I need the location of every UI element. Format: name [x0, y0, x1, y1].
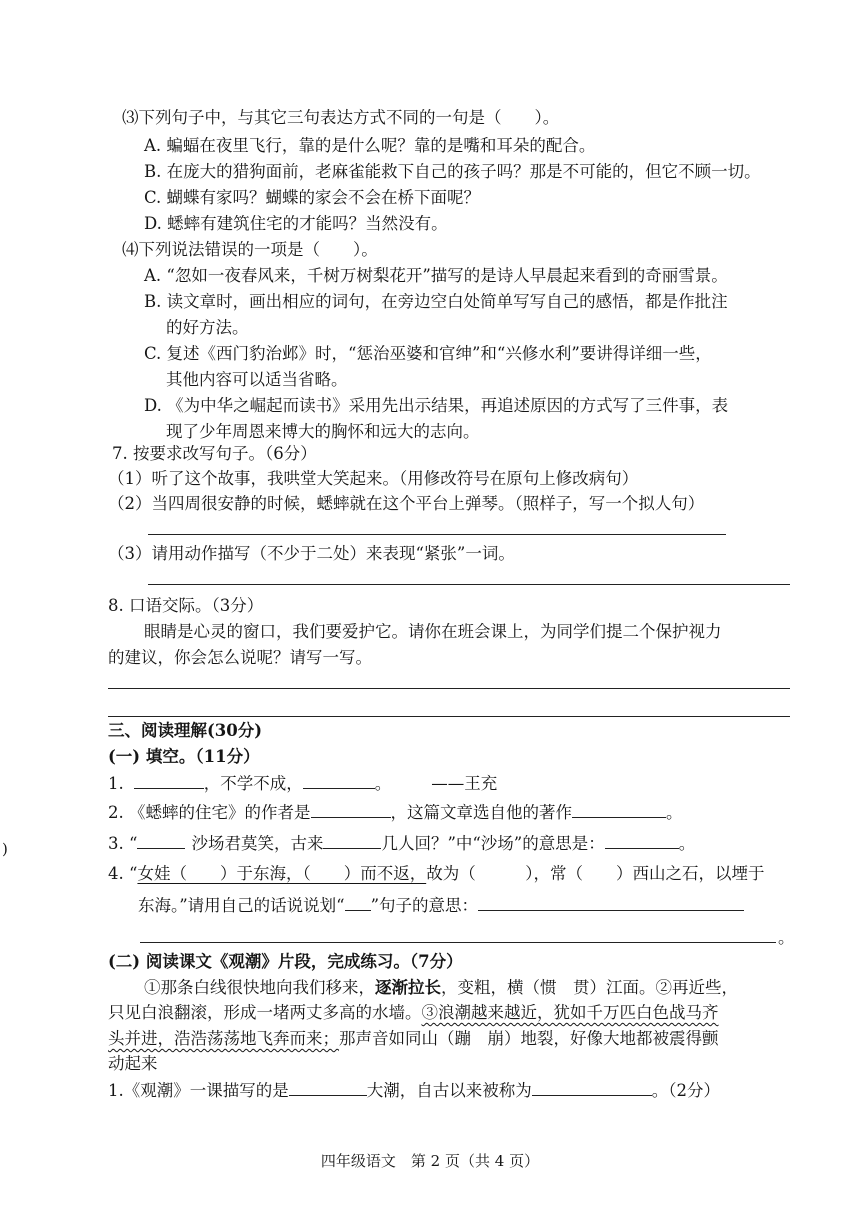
- q6-3-option-d: D. 蟋蟀有建筑住宅的才能吗？当然没有。: [144, 214, 448, 233]
- fill-blank-3c[interactable]: [605, 832, 679, 849]
- q8-text-line1: 眼睛是心灵的窗口，我们要爱护它。请你在班会课上，为同学们提二个保护视力: [144, 622, 722, 641]
- passage-p2b: ③浪潮越来越近，犹如千万匹白色战马齐: [421, 1003, 719, 1022]
- fill-item-4-a: 4. “: [108, 864, 138, 883]
- passage-line3: [108, 1027, 719, 1051]
- fill-item-1-end: 。: [374, 774, 392, 793]
- q6-4-option-d-cont: 现了少年周恩来博大的胸怀和远大的志向。: [166, 422, 480, 441]
- margin-mark: ): [2, 840, 8, 858]
- fill-item-2-c: 。: [666, 803, 683, 822]
- q8-title: 8. 口语交际。（3分）: [108, 596, 264, 615]
- q6-4-option-d: D. 《为中华之崛起而读书》采用先出示结果，再追述原因的方式写了三件事，表: [144, 396, 729, 415]
- fill-item-2-b: ，这篇文章选自他的著作: [390, 803, 572, 822]
- q6-3-option-b: B. 在庞大的猎狗面前，老麻雀能救下自己的孩子吗？那是不可能的，但它不顾一切。: [144, 162, 761, 181]
- fill-blank-3b[interactable]: [323, 832, 381, 849]
- q7-sub2: （2）当四周很安静的时候，蟋蟀就在这个平台上弹琴。（照样子，写一个拟人句）: [108, 494, 705, 513]
- fill-blank-4a[interactable]: [345, 894, 371, 911]
- q6-4-option-b-cont: 的好方法。: [166, 318, 249, 337]
- fill-item-4-line2: [138, 894, 744, 918]
- passage-line4: 动起来: [108, 1054, 158, 1073]
- q7-title: 7. 按要求改写句子。（6分）: [112, 444, 317, 463]
- q6-3-stem: ⑶下列句子中，与其它三句表达方式不同的一句是（ ）。: [122, 108, 560, 127]
- fill-item-4-c: 故为（ ），常（ ）西山之石，以堙于: [426, 864, 765, 883]
- passage-p3a: 头并进，浩浩荡荡地飞奔而来；: [108, 1029, 339, 1048]
- passage-p3b: 那声音如同山（蹦 崩）地裂，好像大地都被震得颤: [339, 1029, 719, 1048]
- q6-3-option-c: C. 蝴蝶有家吗？蝴蝶的家会不会在桥下面呢？: [144, 188, 481, 207]
- q6-4-stem: ⑷下列说法错误的一项是（ ）。: [122, 240, 378, 259]
- fill-item-3-a: 3. “: [108, 834, 138, 853]
- part1-title: (一) 填空。（11分）: [108, 747, 260, 766]
- part2-blank-2[interactable]: [532, 1079, 652, 1096]
- fill-item-1-sep: ，: [203, 774, 221, 793]
- passage-p1a: ①那条白线很快地向我们移来，: [144, 978, 375, 997]
- fill-item-1-mid: 不学不成，: [220, 774, 303, 793]
- passage-line1: [144, 976, 738, 1000]
- part2-question-1: [108, 1079, 720, 1103]
- fill-blank-3a[interactable]: [137, 832, 185, 849]
- passage-p1b: 逐渐拉长: [375, 978, 441, 997]
- fill-item-3-c: 几人回？”中“沙场”的意思是：: [381, 834, 605, 853]
- q8-text-line2: 的建议，你会怎么说呢？请写一写。: [108, 648, 372, 667]
- q8-answer-line-1[interactable]: [108, 688, 790, 689]
- fill-item-3: [108, 832, 695, 856]
- q8-answer-line-2[interactable]: [108, 716, 790, 717]
- page-footer: 四年级语文 第 2 页（共 4 页）: [320, 1152, 540, 1170]
- fill-item-4-line1: [108, 862, 764, 886]
- part2-blank-1[interactable]: [289, 1079, 367, 1096]
- q6-4-option-c-cont: 其他内容可以适当省略。: [166, 370, 348, 389]
- fill-item-4-underlined[interactable]: 女娃（ ）于东海，（ ）而不返，: [137, 864, 427, 883]
- part2-q1b: 大潮，自古以来被称为: [366, 1081, 532, 1100]
- q7-sub3: （3）请用动作描写（不少于二处）来表现“紧张”一词。: [108, 544, 515, 563]
- fill-blank-2b[interactable]: [572, 801, 666, 818]
- fill-item-3-d: 。: [678, 834, 696, 853]
- fill-blank-1b[interactable]: [303, 772, 375, 789]
- passage-p1c: ，变粗，横（惯 贯）江面。②再近些，: [441, 978, 738, 997]
- part2-q1c: 。（2分）: [651, 1081, 720, 1100]
- fill-item-4-e: ”句子的意思：: [370, 896, 479, 915]
- fill-item-3-b: 沙场君莫笑，古来: [191, 834, 324, 853]
- q7-sub2-answer-line[interactable]: [148, 534, 726, 535]
- fill-blank-2a[interactable]: [311, 801, 391, 818]
- q7-sub1: （1）听了这个故事，我哄堂大笑起来。（用修改符号在原句上修改病句）: [108, 469, 639, 488]
- fill-item-1: [108, 772, 497, 796]
- q6-4-option-a: A. “忽如一夜春风来，千树万树梨花开”描写的是诗人早晨起来看到的奇丽雪景。: [144, 266, 728, 285]
- q6-4-option-c: C. 复述《西门豹治邺》时，“惩治巫婆和官绅”和“兴修水利”要讲得详细一些，: [144, 344, 712, 363]
- q6-3-option-a: A. 蝙蝠在夜里飞行，靠的是什么呢？靠的是嘴和耳朵的配合。: [144, 136, 596, 155]
- fill-blank-1a[interactable]: [134, 772, 204, 789]
- fill-item-2-a: 2. 《蟋蟀的住宅》的作者是: [108, 803, 311, 822]
- passage-line2: [108, 1001, 719, 1025]
- fill-item-4-d: 东海。”请用自己的话说说划“: [138, 896, 345, 915]
- passage-p2a: 只见白浪翻滚，形成一堵两丈多高的水墙。: [108, 1003, 422, 1022]
- fill-item-4-answer-line[interactable]: [140, 942, 776, 943]
- q7-sub3-answer-line[interactable]: [148, 584, 790, 585]
- part2-title: (二) 阅读课文《观潮》片段，完成练习。（7分）: [108, 952, 463, 971]
- fill-item-1-author: ——王充: [431, 774, 498, 793]
- section3-title: 三、阅读理解(30分): [108, 721, 263, 740]
- fill-item-4-end: 。: [778, 928, 795, 947]
- q6-4-option-b: B. 读文章时，画出相应的词句，在旁边空白处简单写写自己的感悟，都是作批注: [144, 292, 728, 311]
- fill-item-2: [108, 801, 683, 825]
- part2-q1a: 1.《观潮》一课描写的是: [108, 1081, 289, 1100]
- fill-item-1-num: 1.: [108, 774, 124, 793]
- fill-blank-4b[interactable]: [478, 894, 744, 911]
